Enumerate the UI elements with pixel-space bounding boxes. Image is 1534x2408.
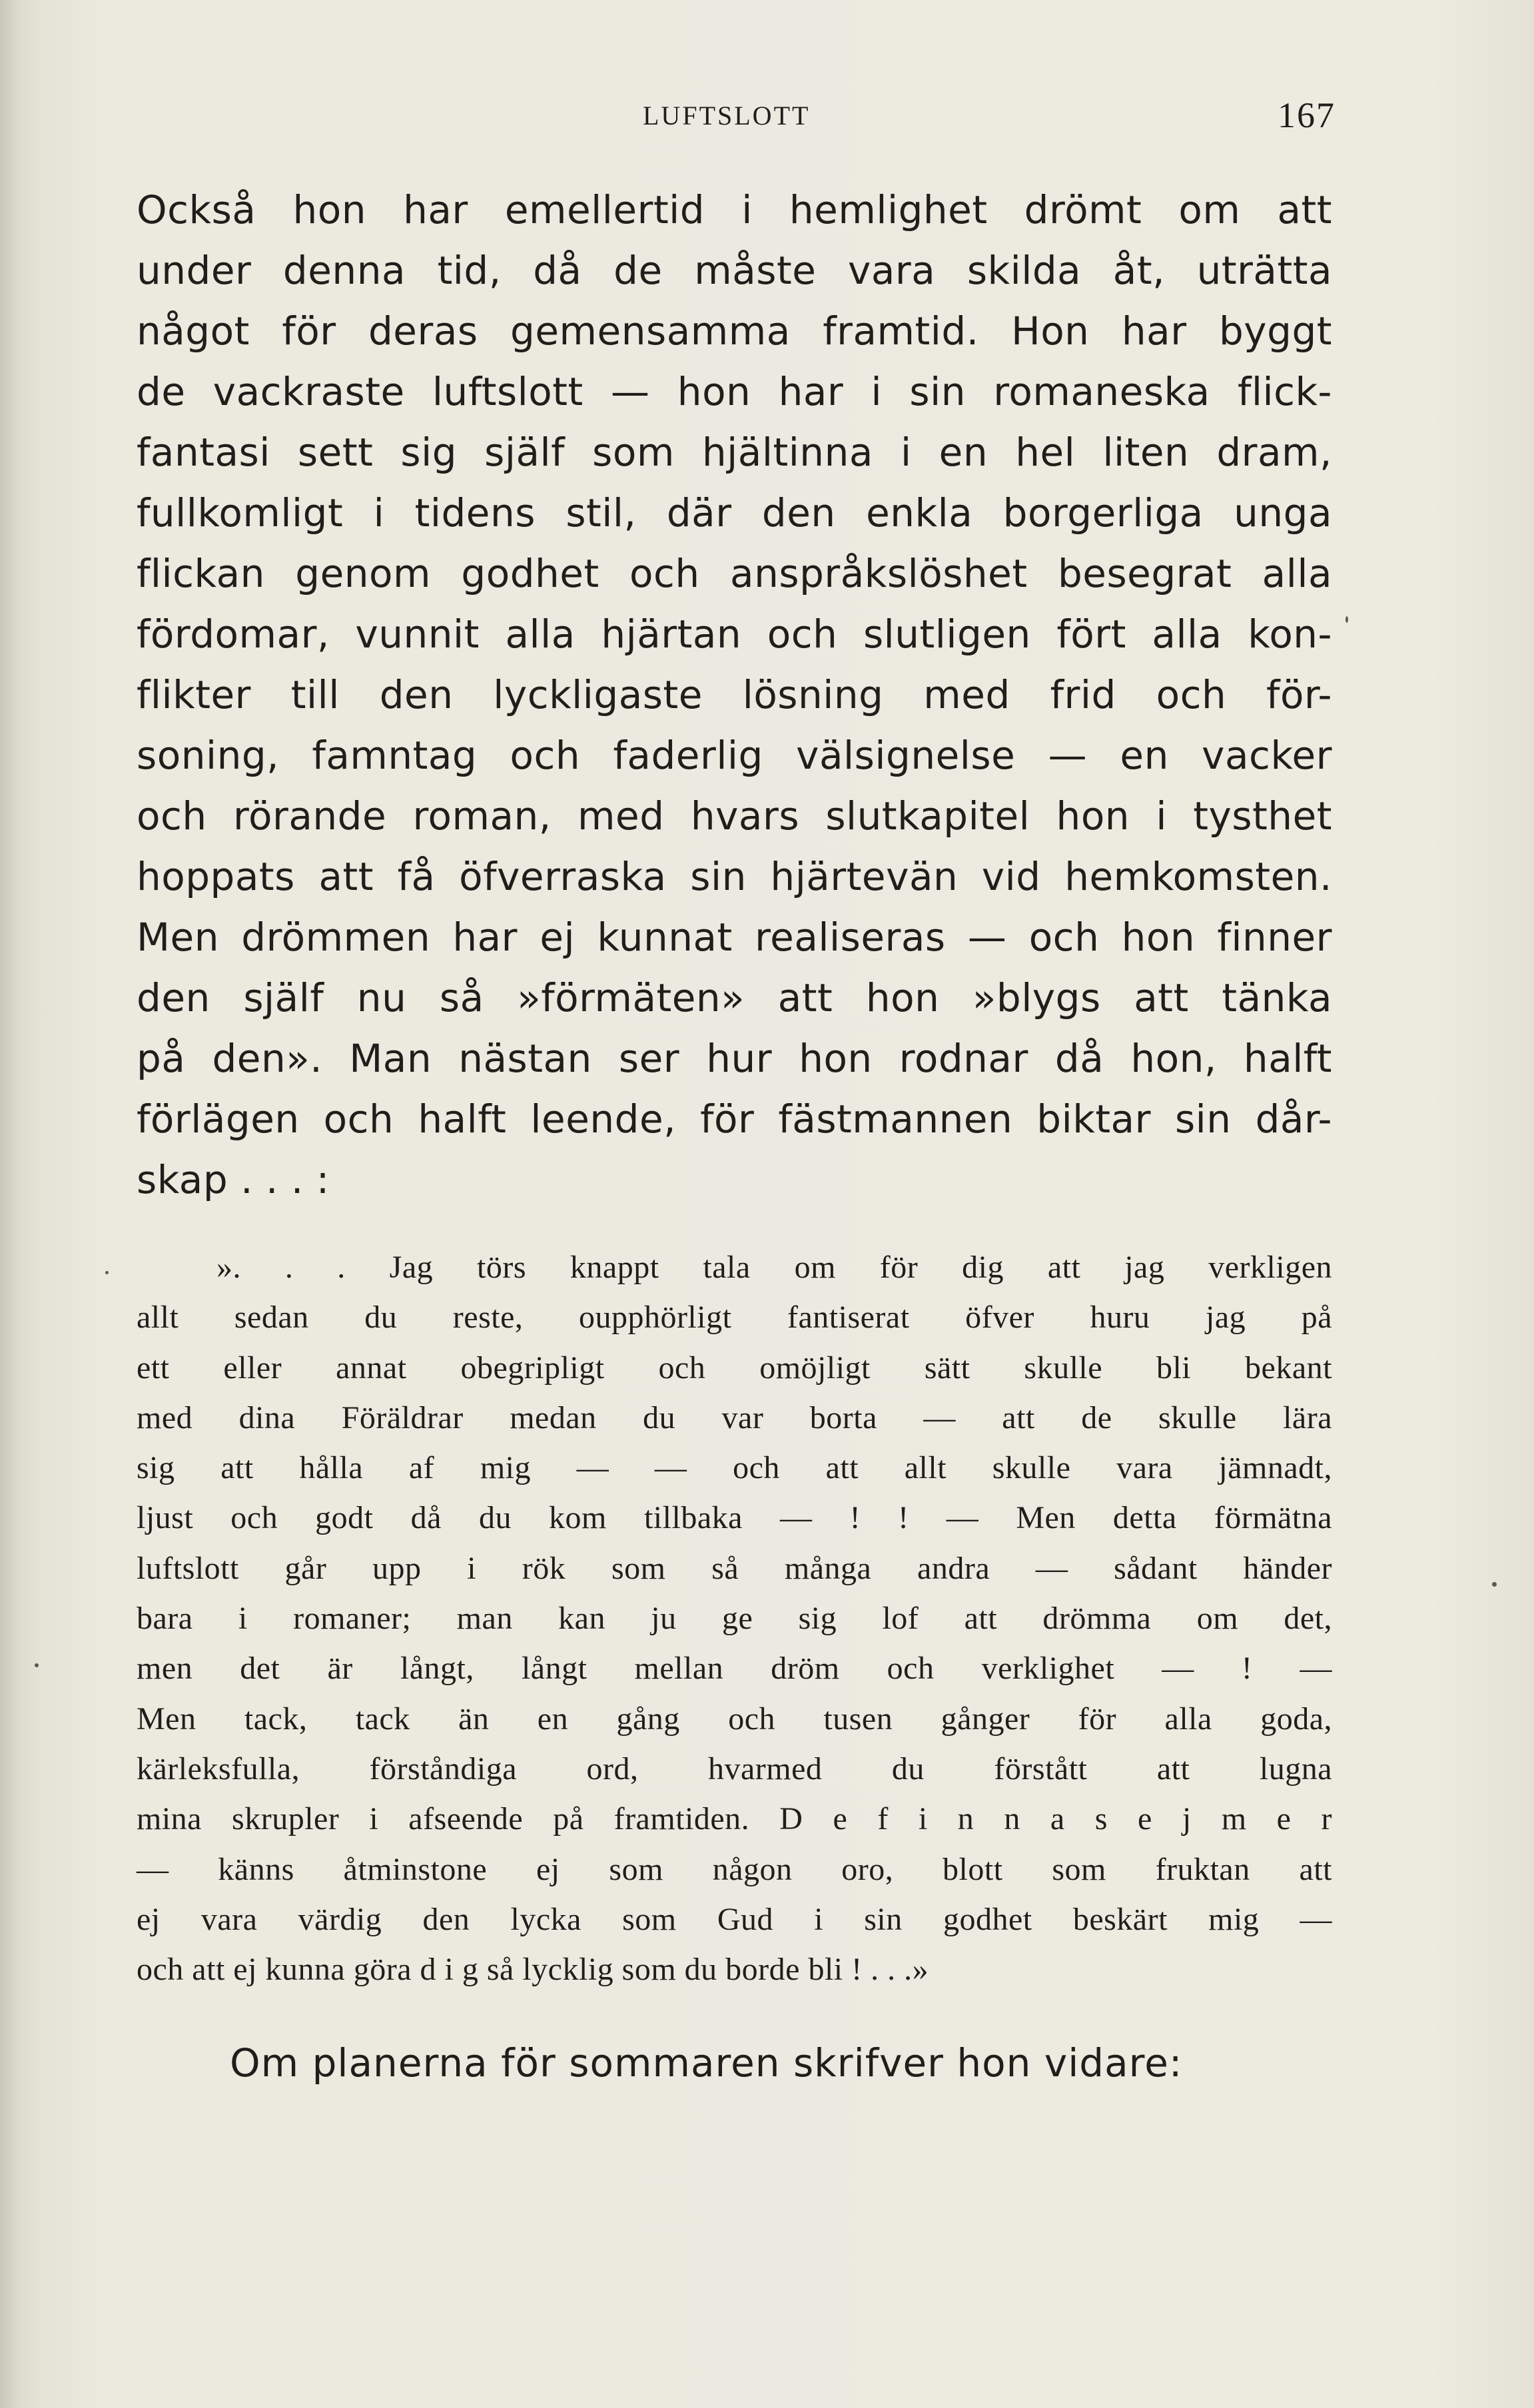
quote-line: ». . . Jag törs knappt tala om för dig att jag verkligen: [216, 1250, 1332, 1285]
quote-line: ej vara värdig den lycka som Gud i sin godhet beskärt mig —: [137, 1901, 1332, 1937]
paper-speck: [105, 1271, 109, 1274]
running-title: LUFTSLOTT: [643, 101, 811, 131]
quote-line: kärleksfulla, förståndiga ord, hvarmed du förstått att lugna: [137, 1751, 1332, 1787]
paragraph-line: de vackraste luftslott — hon har i sin romaneska flick-: [137, 369, 1332, 414]
paragraph-line: Också hon har emellertid i hemlighet drömt om att: [137, 187, 1332, 232]
paper-speck: [35, 1663, 39, 1667]
page-number: 167: [1278, 95, 1336, 135]
page-gutter-shadow: [0, 0, 19, 2408]
paragraph-line: hoppats att få öfverraska sin hjärtevän vid hemkomsten.: [137, 854, 1332, 899]
quote-line: men det är långt, långt mellan dröm och verklighet — ! —: [137, 1651, 1332, 1687]
quote-line: luftslott går upp i rök som så många andra — sådant händer: [137, 1550, 1332, 1586]
quote-line: allt sedan du reste, oupphörligt fantiserat öfver huru jag på: [137, 1300, 1332, 1336]
paragraph-line: skap . . . :: [137, 1157, 330, 1202]
quote-line: ljust och godt då du kom tillbaka — ! ! — Men detta förmätna: [137, 1500, 1332, 1536]
letter-quote: [137, 1242, 1332, 1994]
closing-sentence: Om planerna för sommaren skrifver hon vidare:: [230, 2040, 1183, 2086]
paper-speck: [1492, 1582, 1497, 1587]
quote-line: ett eller annat obegripligt och omöjligt sätt skulle bli bekant: [137, 1350, 1332, 1386]
paragraph-line: flickan genom godhet och anspråkslöshet besegrat alla: [137, 551, 1332, 596]
quote-line: med dina Föräldrar medan du var borta — att de skulle lära: [137, 1400, 1332, 1435]
quote-line: bara i romaner; man kan ju ge sig lof att drömma om det,: [137, 1601, 1332, 1637]
paragraph-line: fördomar, vunnit alla hjärtan och slutligen fört alla kon-: [137, 611, 1332, 657]
paper-speck: [1345, 616, 1348, 623]
paragraph-line: flikter till den lyckligaste lösning med frid och för-: [137, 672, 1332, 717]
paragraph-line: Men drömmen har ej kunnat realiseras — och hon finner: [137, 915, 1332, 960]
quote-line: Men tack, tack än en gång och tusen gånger för alla goda,: [137, 1701, 1332, 1737]
paragraph-line: den själf nu så »förmäten» att hon »blygs att tänka: [137, 975, 1332, 1020]
main-paragraph: [137, 180, 1332, 1210]
quote-line: och att ej kunna göra d i g så lycklig som du borde bli ! . . .»: [137, 1952, 929, 1988]
quote-line: — känns åtminstone ej som någon oro, blott som fruktan att: [137, 1851, 1332, 1887]
paragraph-line: och rörande roman, med hvars slutkapitel hon i tysthet: [137, 793, 1332, 839]
paragraph-line: fantasi sett sig själf som hjältinna i en hel liten dram,: [137, 430, 1332, 475]
paragraph-line: något för deras gemensamma framtid. Hon har byggt: [137, 308, 1332, 354]
paragraph-line: soning, famntag och faderlig välsignelse — en vacker: [137, 733, 1332, 778]
quote-line: mina skrupler i afseende på framtiden. D e f i n n a s e j m e r: [137, 1801, 1332, 1837]
running-header: [137, 95, 1336, 140]
paragraph-line: på den». Man nästan ser hur hon rodnar då hon, halft: [137, 1036, 1332, 1081]
quote-line: sig att hålla af mig — — och att allt skulle vara jämnadt,: [137, 1450, 1332, 1486]
paragraph-line: förlägen och halft leende, för fästmannen biktar sin dår-: [137, 1096, 1332, 1142]
paragraph-line: under denna tid, då de måste vara skilda åt, uträtta: [137, 248, 1332, 293]
paragraph-line: fullkomligt i tidens stil, där den enkla borgerliga unga: [137, 490, 1332, 536]
